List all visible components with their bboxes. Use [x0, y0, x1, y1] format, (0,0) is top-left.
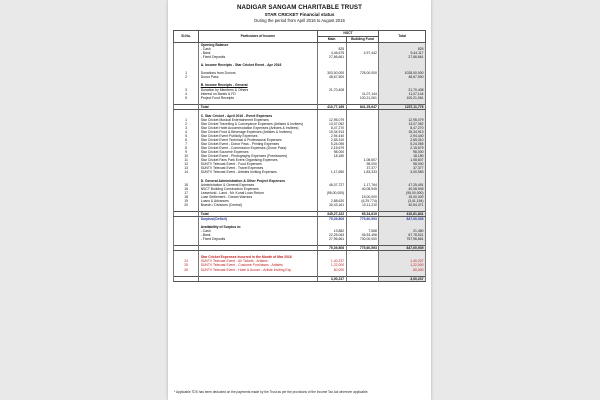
cell-total: 98,000 — [379, 162, 426, 166]
cell-particulars: SUNTV Telecast Event - Costume Purchases - Artistes — [199, 263, 317, 267]
cell-total: 847,00,939 — [379, 216, 426, 221]
cell-particulars: Availability of Surplus in: — [199, 225, 317, 229]
cell-main: 13,07,052 — [317, 122, 346, 126]
cell-main: 345,27,222 — [317, 211, 346, 216]
cell-particulars: SUNTV Telecast Event - Hotel & Accom - Artiste Inviting Exp — [199, 268, 317, 272]
cell-total: 67,78,521 — [379, 233, 426, 237]
document-subtitle: STAR CRICKET Financial status — [264, 12, 335, 17]
cell-building-fund: 11,07,144 — [346, 92, 379, 96]
cell-particulars: SUNTV Telecast Event - Travel Expenses — [199, 166, 317, 170]
cell-building-fund: 40,08,945 — [346, 187, 379, 191]
cell-particulars: B. Income Receipts - General — [199, 83, 317, 87]
document-title: NADIGAR SANGAM CHARITABLE TRUST — [236, 4, 362, 11]
cell-total: 21,450 — [379, 229, 426, 233]
cell-particulars: Total — [199, 104, 317, 109]
cell-particulars: Star Cricket Event - Commission Expenses (Donor Pass) — [199, 146, 317, 150]
cell-particulars: Loan Settlement - Dream Warriors — [199, 195, 317, 199]
cell-sno: 19 — [174, 199, 199, 203]
cell-main: 60,000 — [317, 268, 346, 272]
cell-particulars: Star Cricket Souvenir Expenses — [199, 150, 317, 154]
col-header-sno: Sl.No. — [174, 31, 199, 43]
table-row — [174, 276, 426, 281]
cell-main: 3,00,237 — [317, 276, 346, 281]
cell-main: 410,77,169 — [317, 104, 346, 109]
cell-total: 15,34,913 — [379, 130, 426, 134]
cell-building-fund: 775,60,593 — [346, 216, 379, 221]
cell-particulars: Interest on Banks & FD — [199, 92, 317, 96]
cell-total: 8,47,270 — [379, 126, 426, 130]
cell-total: 47,25,491 — [379, 183, 426, 187]
cell-total: 12,95,079 — [379, 118, 426, 122]
cell-total: 60,000 — [379, 268, 426, 272]
cell-main: 1,17,650 — [317, 170, 346, 174]
cell-main: 27,66,661 — [317, 55, 346, 59]
cell-particulars: C. Star Cricket - April 2016 - Event Expenses — [199, 114, 317, 118]
cell-building-fund: 841,25,647 — [346, 104, 379, 109]
cell-total: 825 — [379, 47, 426, 51]
cell-main: 30,43,161 — [317, 203, 346, 207]
cell-sno: 18 — [174, 195, 199, 199]
cell-sno: 1 — [174, 118, 199, 122]
cell-particulars: D. General Administration & Other Project Expenses — [199, 179, 317, 183]
table-body — [174, 43, 426, 282]
table-header-row — [174, 31, 426, 37]
cell-total: 5,24,055 — [379, 142, 426, 146]
cell-total: (95,00,000) — [379, 191, 426, 195]
footnote: * Applicable TDS has been deducted on the payments made by the Trust as per the provisions of the Income Tax Act wherever applicable. — [174, 390, 369, 394]
cell-total: 9,44,117 — [379, 51, 426, 55]
cell-sno: 12 — [174, 162, 199, 166]
cell-building-fund: 1,83,333 — [346, 170, 379, 174]
financial-table — [173, 30, 426, 282]
cell-particulars: SUNTV Telecast Event - Air Tickets - Artistes — [199, 259, 317, 263]
cell-sno: 10 — [174, 154, 199, 158]
cell-total: 40,54,371 — [379, 203, 426, 207]
cell-total: 18,180 — [379, 154, 426, 158]
cell-sno: 15 — [174, 183, 199, 187]
cell-sno: 2 — [174, 122, 199, 126]
cell-building-fund: 100,21,061 — [346, 96, 379, 100]
col-header-total: Total — [379, 31, 426, 43]
cell-total: 98,000 — [379, 150, 426, 154]
cell-total: 40,08,945 — [379, 187, 426, 191]
cell-main: 75,39,806 — [317, 246, 346, 251]
cell-building-fund: 7,568 — [346, 229, 379, 233]
cell-particulars: Star Cricket Event - Photography Expenses (Freelancers) — [199, 154, 317, 158]
cell-particulars: Star Cricket Fans Park Event Organising Expenses — [199, 158, 317, 162]
cell-particulars: Star Cricket Event Publicity Expenses — [199, 134, 317, 138]
cell-sno: 8 — [174, 146, 199, 150]
cell-main: 22,25,063 — [317, 233, 346, 237]
cell-total: 27,66,661 — [379, 55, 426, 59]
financial-statement-page — [168, 0, 431, 400]
cell-main: 18,180 — [317, 154, 346, 158]
cell-particulars: Project Fund Receipts — [199, 96, 317, 100]
col-header-nsct: NSCT — [317, 31, 379, 37]
cell-sno: 5 — [174, 96, 199, 100]
cell-building-fund: (6,29,774) — [346, 199, 379, 203]
cell-sno: 9 — [174, 150, 199, 154]
cell-particulars: Loans & Advances — [199, 199, 317, 203]
cell-main: 8,47,270 — [317, 126, 346, 130]
cell-total: 37,377 — [379, 166, 426, 170]
cell-sno: 25 — [174, 263, 199, 267]
cell-particulars: Administration & General Expenses — [199, 183, 317, 187]
cell-total: 757,96,661 — [379, 237, 426, 241]
cell-particulars: - Cash — [199, 47, 317, 51]
cell-building-fund: 15,00,000 — [346, 195, 379, 199]
cell-sno: 24 — [174, 259, 199, 263]
cell-particulars: SUNTV Telecast Event - Food Expenses — [199, 162, 317, 166]
cell-main: 15,34,913 — [317, 130, 346, 134]
cell-sno: 4 — [174, 92, 199, 96]
cell-main: 98,000 — [317, 150, 346, 154]
cell-main: 46,07,727 — [317, 183, 346, 187]
document-header — [168, 4, 431, 23]
cell-particulars: Branch / Divisions (Central) — [199, 203, 317, 207]
cell-main: 12,95,079 — [317, 118, 346, 122]
cell-particulars: NSCT Building Construction Expenses — [199, 187, 317, 191]
cell-main: 75,39,806 — [317, 216, 346, 221]
col-header-main: Main — [317, 37, 346, 43]
cell-particulars: Leasehold - Land - Mr. Kunal Loan Return — [199, 191, 317, 195]
cell-main: 825 — [317, 47, 346, 51]
cell-sno: 5 — [174, 134, 199, 138]
cell-total: 847,00,939 — [379, 246, 426, 251]
cell-particulars: Surplus/(Deficit) — [199, 216, 317, 221]
cell-total: 100,21,061 — [379, 96, 426, 100]
cell-particulars: Donor Pass — [199, 75, 317, 79]
cell-particulars: Donation by Members & Others — [199, 88, 317, 92]
cell-main: 27,96,661 — [317, 237, 346, 241]
cell-building-fund: 65,34,619 — [346, 211, 379, 216]
cell-main: 1,40,237 — [317, 259, 346, 263]
cell-building-fund: 775,60,593 — [346, 246, 379, 251]
cell-particulars — [199, 276, 317, 281]
cell-particulars: Opening Balance — [199, 43, 317, 48]
cell-main: 1,22,000 — [317, 263, 346, 267]
cell-main: 5,24,055 — [317, 142, 346, 146]
cell-particulars: - Fixed Deposits — [199, 237, 317, 241]
cell-total: 1,08,607 — [379, 158, 426, 162]
cell-sno: 4 — [174, 130, 199, 134]
cell-sno: 14 — [174, 170, 199, 174]
cell-sno: 3 — [174, 88, 199, 92]
cell-building-fund: 730,00,000 — [346, 237, 379, 241]
col-header-particulars: Particulars of Income — [199, 31, 317, 43]
cell-building-fund: 1,17,764 — [346, 183, 379, 187]
cell-building-fund — [346, 276, 379, 281]
cell-total: 3,00,983 — [379, 170, 426, 174]
cell-particulars: - Bank — [199, 233, 317, 237]
cell-particulars: A. Income Receipts - Star Cricket Event - Apr 2016 — [199, 63, 317, 67]
cell-sno: 6 — [174, 138, 199, 142]
cell-main: (95,00,000) — [317, 191, 346, 195]
cell-sno: 13 — [174, 166, 199, 170]
cell-particulars: Total — [199, 211, 317, 216]
cell-total: 13,07,052 — [379, 122, 426, 126]
cell-building-fund: 725,00,000 — [346, 71, 379, 75]
col-header-building-fund: Building Fund — [346, 37, 379, 43]
cell-sno: 20 — [174, 203, 199, 207]
cell-building-fund: 37,377 — [346, 166, 379, 170]
cell-particulars: Star Cricket Food & Beverage Expenses (Artistes & Invitees) — [199, 130, 317, 134]
cell-sno: 26 — [174, 268, 199, 272]
cell-total: (3,41,154) — [379, 199, 426, 203]
cell-building-fund: 98,000 — [346, 162, 379, 166]
cell-total: 1,22,000 — [379, 263, 426, 267]
cell-particulars: Star Cricket Musical Entertainment Expenses — [199, 118, 317, 122]
cell-main: 2,65,310 — [317, 138, 346, 142]
cell-main: 2,94,440 — [317, 134, 346, 138]
cell-total: 11,07,144 — [379, 92, 426, 96]
cell-particulars: Donations from Donors — [199, 71, 317, 75]
cell-sno: 2 — [174, 75, 199, 79]
cell-building-fund: 4,97,442 — [346, 51, 379, 55]
cell-building-fund: 10,11,210 — [346, 203, 379, 207]
cell-total: 3,00,237 — [379, 276, 426, 281]
cell-particulars: - Fixed Deposits — [199, 55, 317, 59]
cell-particulars: - Cash — [199, 229, 317, 233]
cell-main: 21,70,408 — [317, 88, 346, 92]
cell-sno: 16 — [174, 187, 199, 191]
cell-main: 2,88,620 — [317, 199, 346, 203]
cell-particulars: Star Cricket Event - Donor Pass - Printing Expenses — [199, 142, 317, 146]
cell-sno — [174, 276, 199, 281]
cell-main: 13,882 — [317, 229, 346, 233]
cell-sno: 3 — [174, 126, 199, 130]
cell-particulars: Star Cricket Expenses incurred in the Month of Mar 2016 — [199, 255, 317, 259]
cell-particulars: - Bank — [199, 51, 317, 55]
cell-total: 2,65,310 — [379, 138, 426, 142]
cell-particulars: Star Cricket Hotel Accommodation Expenses (Artistes & Invitees) — [199, 126, 317, 130]
cell-sno: 7 — [174, 142, 199, 146]
cell-total: 1237,11,776 — [379, 104, 426, 109]
cell-main: 303,00,000 — [317, 71, 346, 75]
cell-particulars: Star Cricket Travelling & Conveyance Expenses (Artistes & Invitees) — [199, 122, 317, 126]
cell-sno: 1 — [174, 71, 199, 75]
cell-total: 2,94,440 — [379, 134, 426, 138]
cell-sno: 17 — [174, 191, 199, 195]
cell-total: 1028,00,000 — [379, 71, 426, 75]
cell-particulars: SUNTV Telecast Event - Artistes Inviting Expenses — [199, 170, 317, 174]
cell-particulars: Star Cricket Event Technical & Professional Expenses — [199, 138, 317, 142]
document-period: During the period from April 2016 to August 2016 — [254, 18, 345, 23]
cell-main: 2,15,679 — [317, 146, 346, 150]
cell-total: 2,15,679 — [379, 146, 426, 150]
cell-sno: 11 — [174, 158, 199, 162]
cell-main: 48,67,500 — [317, 75, 346, 79]
cell-main: 4,46,675 — [317, 51, 346, 55]
cell-total: 1,40,237 — [379, 259, 426, 263]
cell-building-fund: 45,53,458 — [346, 233, 379, 237]
cell-building-fund: 1,08,607 — [346, 158, 379, 162]
cell-total: 48,67,500 — [379, 75, 426, 79]
cell-total: 410,61,841 — [379, 211, 426, 216]
cell-total: 21,70,408 — [379, 88, 426, 92]
cell-total: 15,00,000 — [379, 195, 426, 199]
